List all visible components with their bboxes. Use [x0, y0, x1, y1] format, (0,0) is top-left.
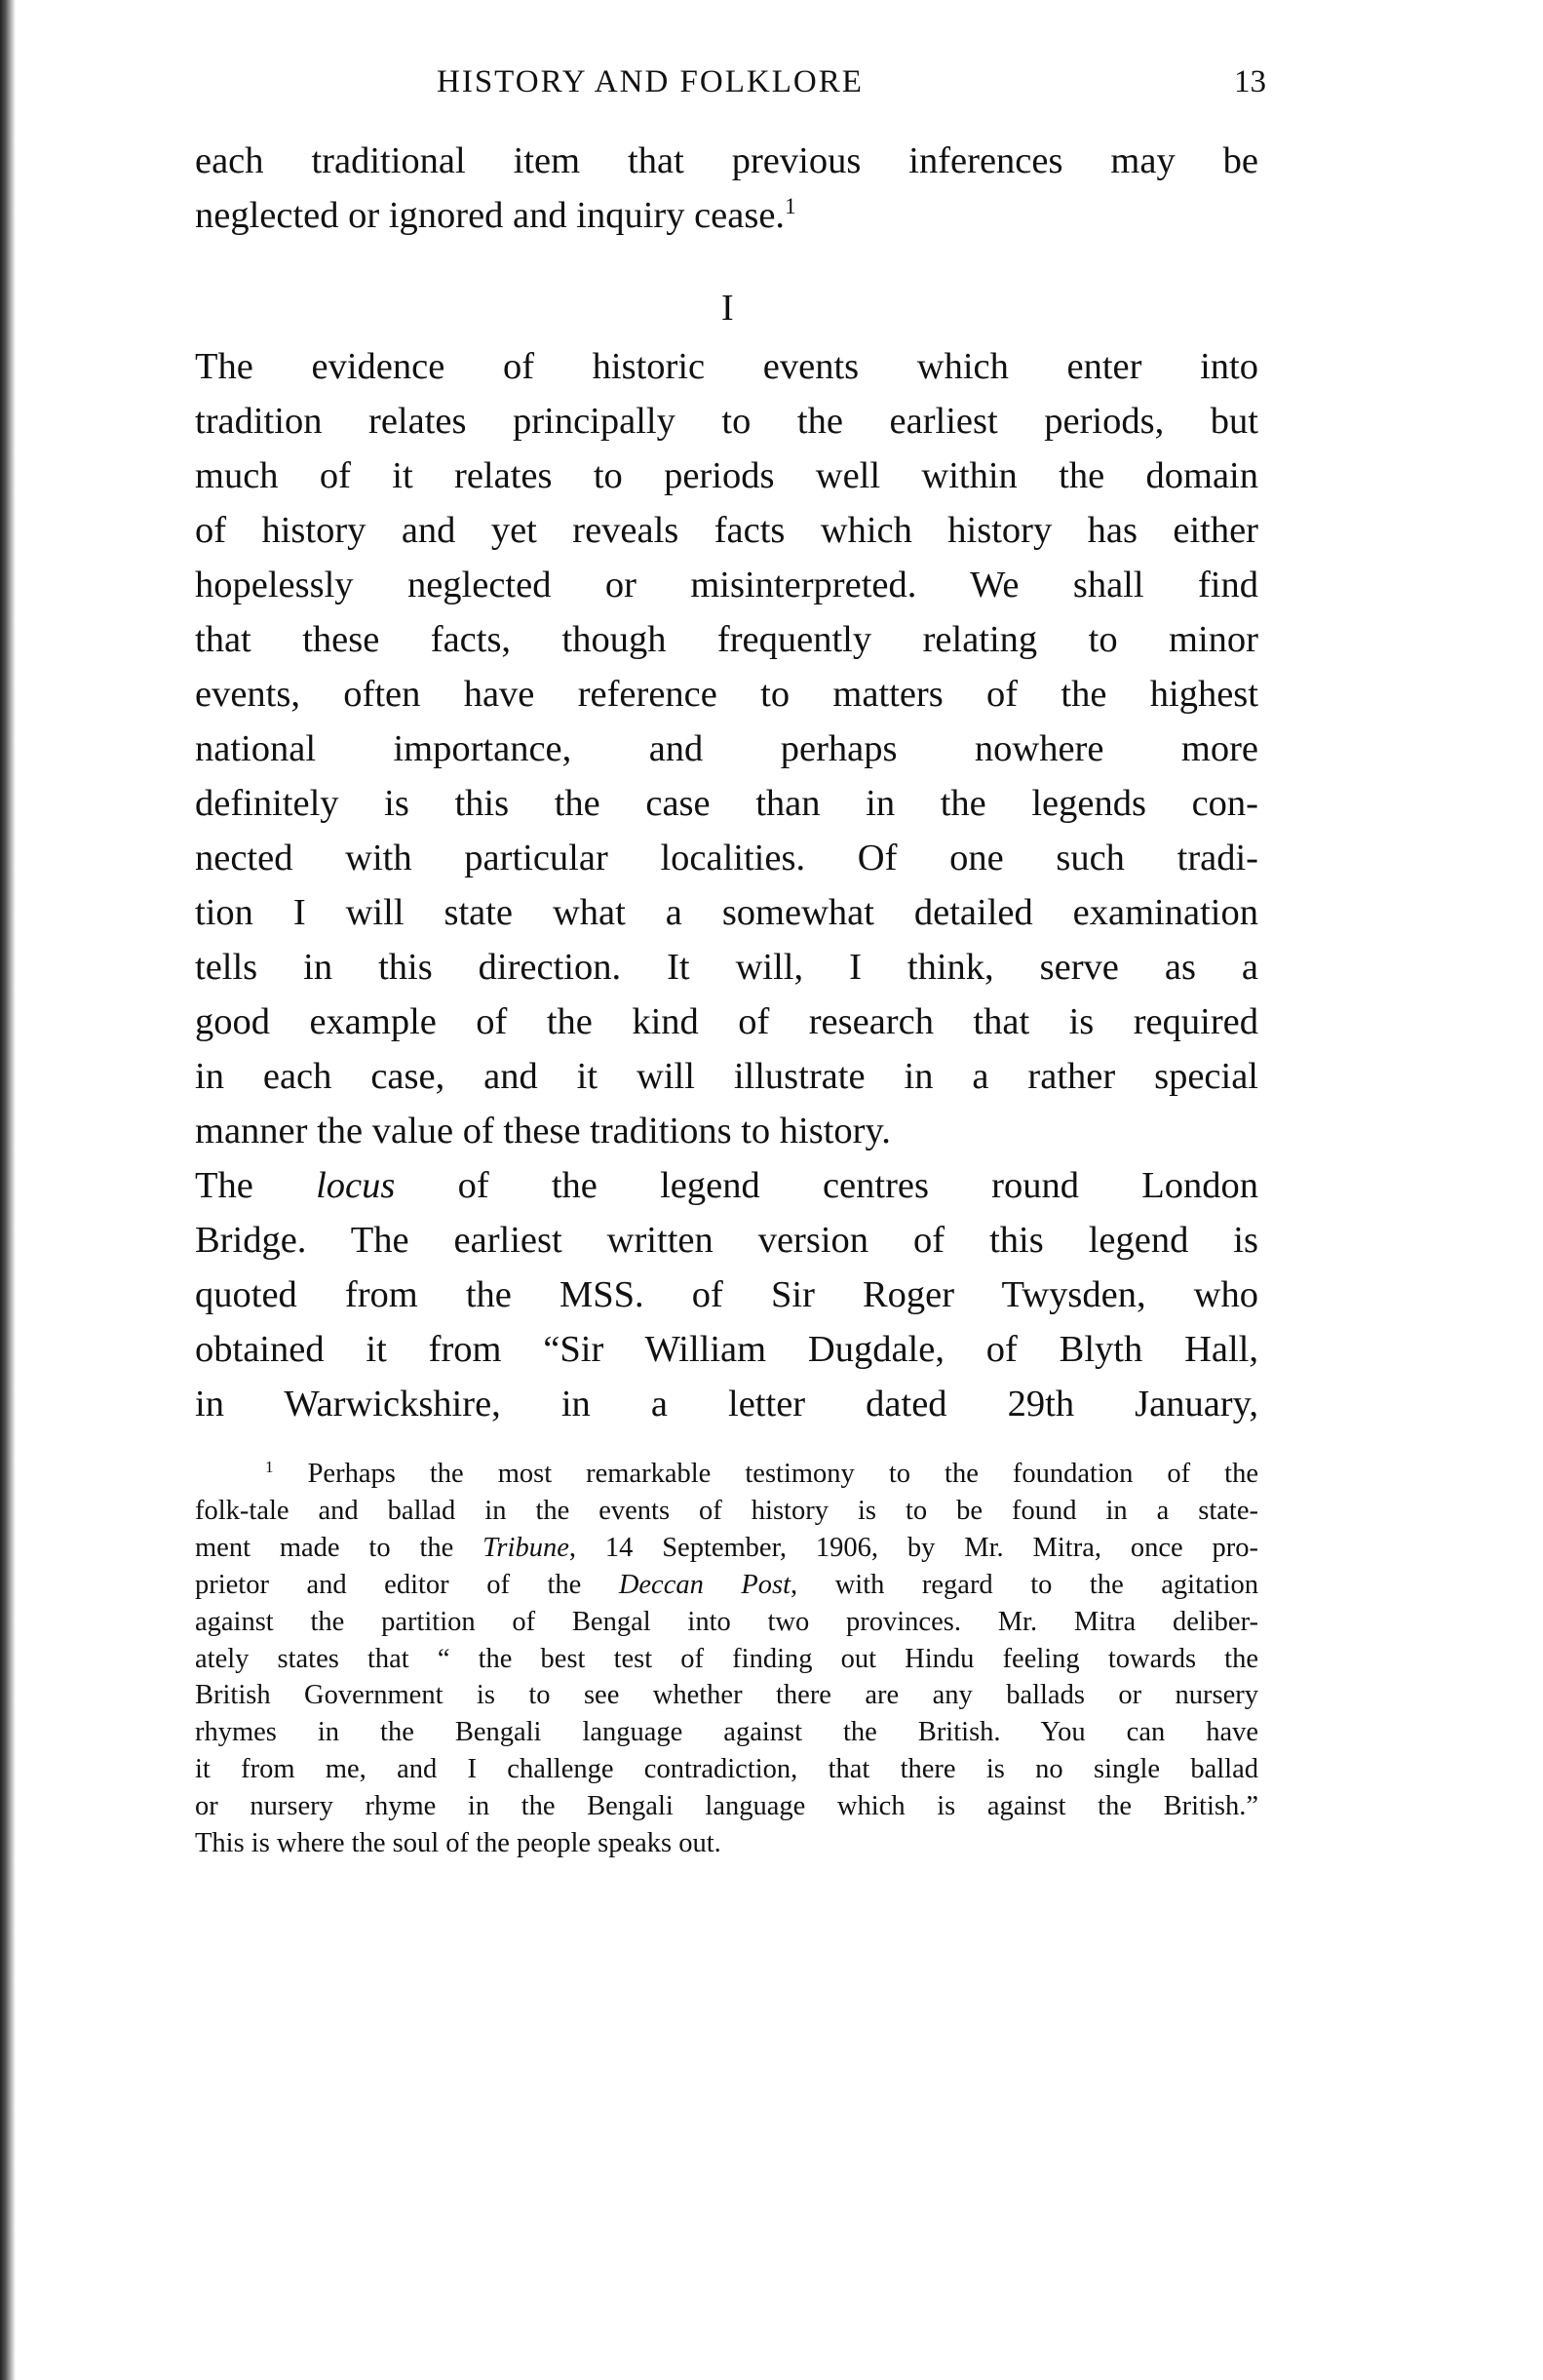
text-segment: tion I will state what a somewhat detailed examination — [195, 892, 1258, 933]
paragraph-3 — [195, 1158, 1258, 1431]
text-segment: much of it relates to periods well within the domain — [195, 455, 1258, 496]
text-line — [195, 134, 1258, 188]
text-line — [195, 1158, 1258, 1213]
text-line — [195, 885, 1258, 940]
text-segment: Perhaps the most remarkable testimony to the foundation of the — [273, 1459, 1258, 1489]
footnote — [195, 1456, 1258, 1862]
section-numeral: I — [721, 288, 734, 329]
text-segment: hopelessly neglected or misinterpreted. We shall find — [195, 565, 1258, 605]
text-line — [195, 1104, 1258, 1158]
text-segment: each traditional item that previous inferences may be — [195, 140, 1258, 181]
text-line — [195, 1322, 1258, 1377]
text-segment: ately states that “ the best test of finding out Hindu feeling towards the — [195, 1643, 1258, 1674]
text-segment: The — [195, 1165, 317, 1206]
footnote-marker: 1 — [785, 193, 796, 219]
text-segment: events, often have reference to matters of the highest — [195, 674, 1258, 715]
text-segment: obtained it from “Sir William Dugdale, of Blyth Hall, — [195, 1329, 1258, 1370]
text-line — [195, 722, 1258, 776]
text-line — [195, 831, 1258, 885]
text-segment: in Warwickshire, in a letter dated 29th January, — [195, 1384, 1258, 1424]
text-segment: of the legend centres round London — [395, 1165, 1258, 1206]
text-segment: against the partition of Bengal into two provinces. Mr. Mitra deliber- — [195, 1606, 1258, 1637]
text-segment: or nursery rhyme in the Bengali language which is against the British.” — [195, 1791, 1258, 1822]
text-line — [195, 1677, 1258, 1714]
text-line — [195, 1377, 1258, 1431]
page-number: 13 — [1234, 64, 1266, 99]
text-segment: of history and yet reveals facts which history has either — [195, 510, 1258, 551]
text-segment: The evidence of historic events which enter into — [195, 346, 1258, 387]
text-segment: , with regard to the agitation — [791, 1569, 1258, 1600]
text-segment: This is where the soul of the people speaks out. — [195, 1828, 721, 1859]
text-segment: in each case, and it will illustrate in a rather special — [195, 1056, 1258, 1097]
paragraph-2 — [195, 339, 1258, 1158]
text-segment: national importance, and perhaps nowhere more — [195, 728, 1258, 769]
text-segment: quoted from the MSS. of Sir Roger Twysden, who — [195, 1274, 1258, 1315]
text-segment: neglected or ignored and inquiry cease. — [195, 195, 786, 236]
text-line — [195, 1604, 1258, 1641]
text-line — [195, 339, 1258, 394]
text-line — [195, 394, 1258, 449]
text-segment: British Government is to see whether there are any ballads or nursery — [195, 1680, 1258, 1711]
text-segment: prietor and editor of the — [195, 1569, 619, 1600]
paragraph-1 — [195, 134, 1258, 243]
book-binding-edge — [0, 0, 16, 2380]
text-segment: nected with particular localities. Of one such tradi- — [195, 838, 1258, 878]
text-line — [195, 503, 1258, 558]
text-line — [195, 1751, 1258, 1788]
text-line — [195, 1213, 1258, 1268]
text-line — [195, 1825, 1258, 1862]
italic-text: Tribune — [482, 1532, 569, 1563]
text-line — [195, 1530, 1258, 1567]
text-segment: it from me, and I challenge contradiction, that there is no single ballad — [195, 1754, 1258, 1785]
text-segment: folk-tale and ballad in the events of history is to be found in a state- — [195, 1495, 1258, 1526]
text-segment: tradition relates principally to the earliest periods, but — [195, 401, 1258, 442]
text-line — [195, 1567, 1258, 1604]
text-segment: Bridge. The earliest written version of this legend is — [195, 1220, 1258, 1261]
text-segment: that these facts, though frequently relating to minor — [195, 619, 1258, 660]
text-line — [195, 1788, 1258, 1825]
text-segment: definitely is this the case than in the legends con- — [195, 783, 1258, 824]
footnote-marker: 1 — [265, 1457, 274, 1476]
text-line — [195, 188, 1258, 243]
text-line — [195, 1714, 1258, 1751]
text-line — [195, 449, 1258, 503]
italic-text: Deccan Post — [618, 1569, 791, 1600]
text-line — [195, 612, 1258, 667]
text-segment: ment made to the — [195, 1532, 483, 1563]
text-segment: tells in this direction. It will, I think, serve as a — [195, 947, 1258, 988]
running-header: HISTORY AND FOLKLORE — [437, 64, 864, 99]
text-line — [195, 995, 1258, 1049]
text-segment: manner the value of these traditions to history. — [195, 1111, 891, 1151]
italic-text: locus — [316, 1165, 396, 1206]
text-line — [195, 558, 1258, 612]
text-segment: good example of the kind of research that is required — [195, 1001, 1258, 1042]
text-line — [195, 776, 1258, 831]
text-line — [195, 1268, 1258, 1322]
text-line — [195, 667, 1258, 722]
text-segment: , 14 September, 1906, by Mr. Mitra, once pro- — [568, 1532, 1258, 1563]
text-line — [195, 1049, 1258, 1104]
text-line — [195, 1641, 1258, 1678]
text-line — [195, 940, 1258, 995]
text-line — [195, 1456, 1258, 1493]
text-line — [195, 1493, 1258, 1530]
text-segment: rhymes in the Bengali language against the British. You can have — [195, 1717, 1258, 1748]
